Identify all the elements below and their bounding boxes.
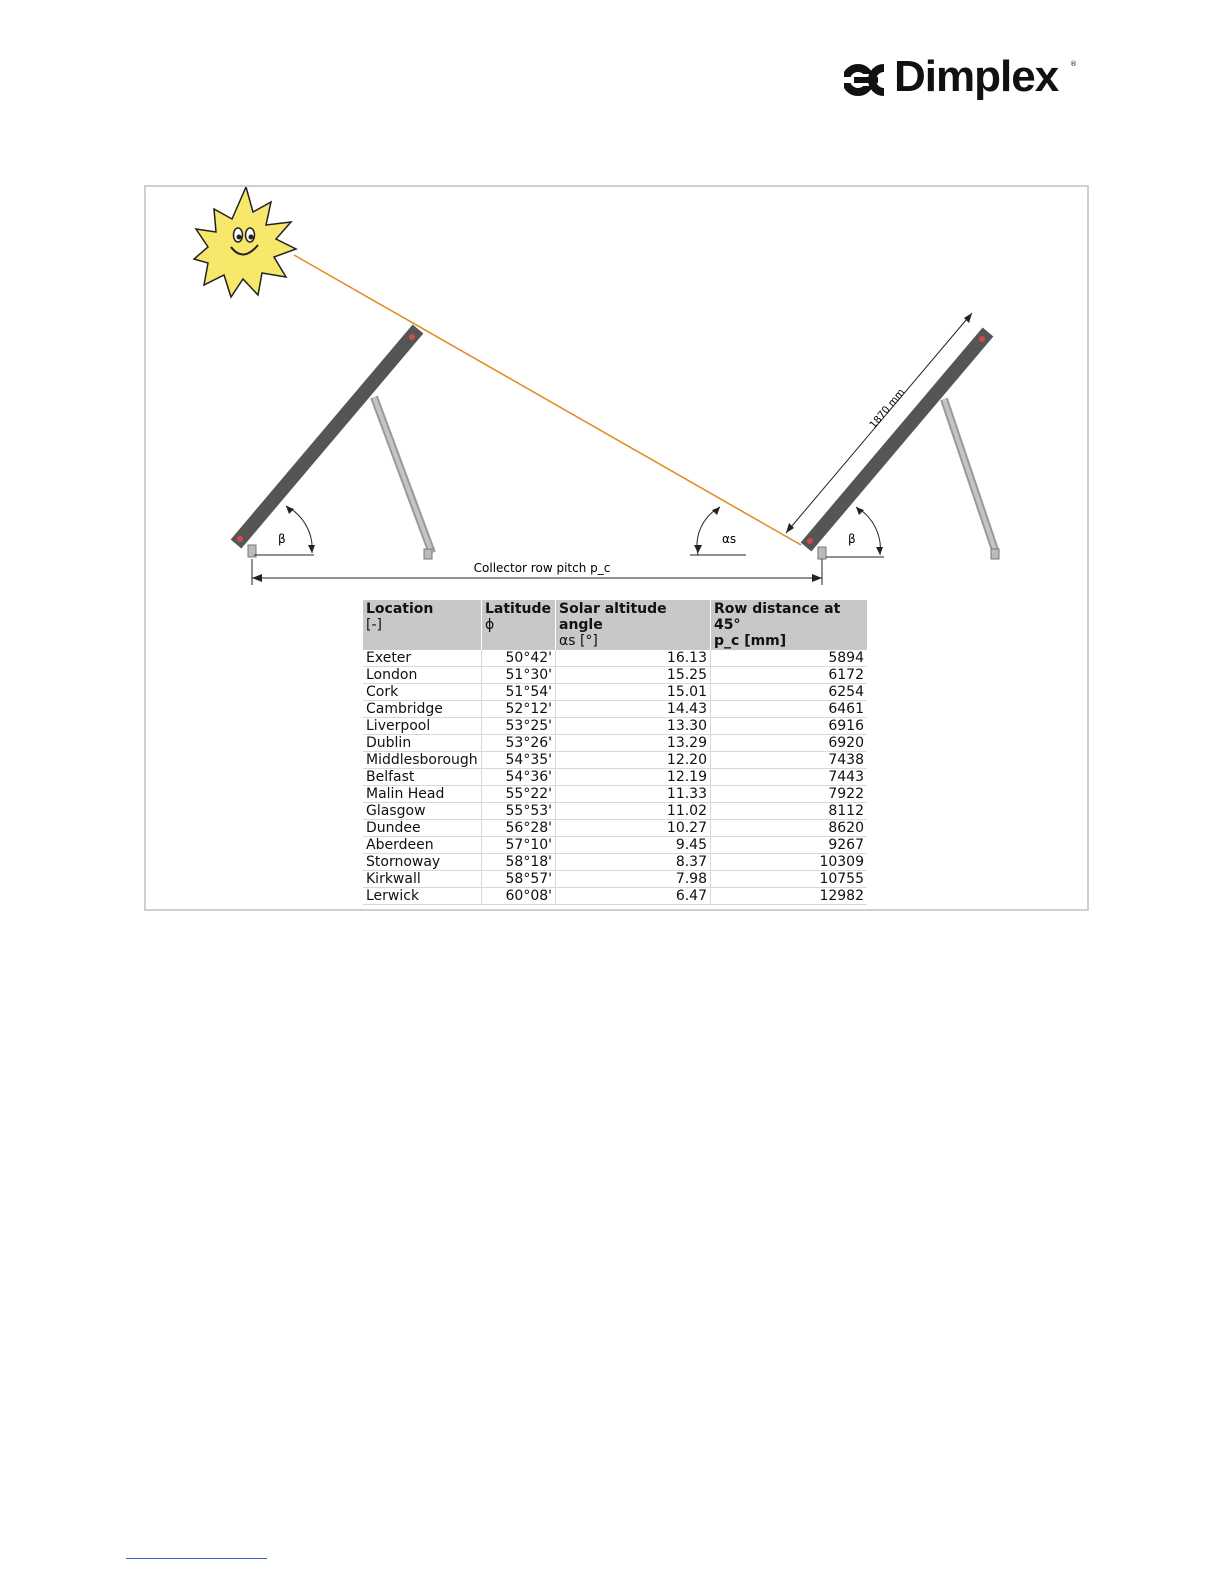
cell-location: Dundee <box>363 820 482 837</box>
table-row <box>363 820 867 837</box>
cell-latitude: 50°42' <box>482 650 556 667</box>
cell-latitude: 54°36' <box>482 769 556 786</box>
cell-location: Malin Head <box>363 786 482 803</box>
cell-distance: 10755 <box>711 871 868 888</box>
cell-angle: 11.02 <box>556 803 711 820</box>
cell-distance: 6461 <box>711 701 868 718</box>
registered-mark: ® <box>1070 60 1077 68</box>
header-latitude: Latitude ϕ <box>482 600 556 650</box>
cell-angle: 15.01 <box>556 684 711 701</box>
cell-angle: 11.33 <box>556 786 711 803</box>
alpha-angle-label: αs <box>722 532 737 546</box>
cell-location: Stornoway <box>363 854 482 871</box>
cell-angle: 15.25 <box>556 667 711 684</box>
cell-latitude: 51°54' <box>482 684 556 701</box>
cell-location: Lerwick <box>363 888 482 905</box>
table-row <box>363 769 867 786</box>
cell-location: Exeter <box>363 650 482 667</box>
cell-angle: 14.43 <box>556 701 711 718</box>
table-header-row <box>363 600 867 650</box>
cell-distance: 6172 <box>711 667 868 684</box>
cell-latitude: 51°30' <box>482 667 556 684</box>
cell-angle: 16.13 <box>556 650 711 667</box>
table-row <box>363 786 867 803</box>
row-pitch-label: Collector row pitch p_c <box>473 561 611 575</box>
cell-distance: 6254 <box>711 684 868 701</box>
cell-latitude: 55°22' <box>482 786 556 803</box>
header-row-distance: Row distance at 45° p_c [mm] <box>711 600 868 650</box>
cell-latitude: 58°18' <box>482 854 556 871</box>
cell-location: Belfast <box>363 769 482 786</box>
cell-angle: 12.20 <box>556 752 711 769</box>
cell-latitude: 53°26' <box>482 735 556 752</box>
right-collector <box>786 313 999 559</box>
row-distance-table <box>363 600 867 905</box>
cell-latitude: 55°53' <box>482 803 556 820</box>
smiling-sun-icon <box>194 187 296 297</box>
cell-distance: 10309 <box>711 854 868 871</box>
cell-latitude: 56°28' <box>482 820 556 837</box>
cell-location: Liverpool <box>363 718 482 735</box>
collector-row-diagram <box>146 187 1087 607</box>
table-row <box>363 667 867 684</box>
cell-angle: 12.19 <box>556 769 711 786</box>
cell-latitude: 52°12' <box>482 701 556 718</box>
cell-latitude: 60°08' <box>482 888 556 905</box>
cell-distance: 12982 <box>711 888 868 905</box>
cell-angle: 8.37 <box>556 854 711 871</box>
table-row <box>363 871 867 888</box>
left-collector <box>236 329 432 559</box>
cell-distance: 6916 <box>711 718 868 735</box>
collector-length-label: 1870 mm <box>867 386 908 431</box>
alpha-angle-marker <box>690 507 746 555</box>
cell-latitude: 57°10' <box>482 837 556 854</box>
dimplex-logo-text: Dimplex <box>894 52 1059 101</box>
cell-angle: 10.27 <box>556 820 711 837</box>
cell-location: Cambridge <box>363 701 482 718</box>
cell-distance: 8112 <box>711 803 868 820</box>
cell-latitude: 54°35' <box>482 752 556 769</box>
cell-distance: 7438 <box>711 752 868 769</box>
cell-location: Aberdeen <box>363 837 482 854</box>
table-row <box>363 684 867 701</box>
dimplex-logo <box>844 52 1084 104</box>
cell-location: Cork <box>363 684 482 701</box>
header-location: Location [-] <box>363 600 482 650</box>
table-row <box>363 854 867 871</box>
cell-distance: 6920 <box>711 735 868 752</box>
header-solar-altitude: Solar altitude angle αs [°] <box>556 600 711 650</box>
sun-ray-line <box>294 255 801 545</box>
cell-distance: 7443 <box>711 769 868 786</box>
cell-distance: 5894 <box>711 650 868 667</box>
cell-location: Dublin <box>363 735 482 752</box>
figure-frame <box>144 185 1089 911</box>
cell-location: London <box>363 667 482 684</box>
cell-angle: 9.45 <box>556 837 711 854</box>
cell-distance: 9267 <box>711 837 868 854</box>
beta-angle-label-left: β <box>278 532 286 546</box>
footer-link-underline <box>126 1558 267 1559</box>
cell-location: Kirkwall <box>363 871 482 888</box>
cell-angle: 13.29 <box>556 735 711 752</box>
table-row <box>363 837 867 854</box>
table-row <box>363 701 867 718</box>
cell-location: Glasgow <box>363 803 482 820</box>
cell-latitude: 53°25' <box>482 718 556 735</box>
beta-angle-label-right: β <box>848 532 856 546</box>
cell-angle: 13.30 <box>556 718 711 735</box>
table-row <box>363 718 867 735</box>
table-row <box>363 752 867 769</box>
cell-location: Middlesborough <box>363 752 482 769</box>
cell-angle: 6.47 <box>556 888 711 905</box>
table-row <box>363 650 867 667</box>
cell-distance: 8620 <box>711 820 868 837</box>
cell-latitude: 58°57' <box>482 871 556 888</box>
cell-distance: 7922 <box>711 786 868 803</box>
cell-angle: 7.98 <box>556 871 711 888</box>
dimplex-logo-mark-icon <box>844 60 890 100</box>
table-body <box>363 650 867 905</box>
table-row <box>363 888 867 905</box>
table-row <box>363 803 867 820</box>
table-row <box>363 735 867 752</box>
